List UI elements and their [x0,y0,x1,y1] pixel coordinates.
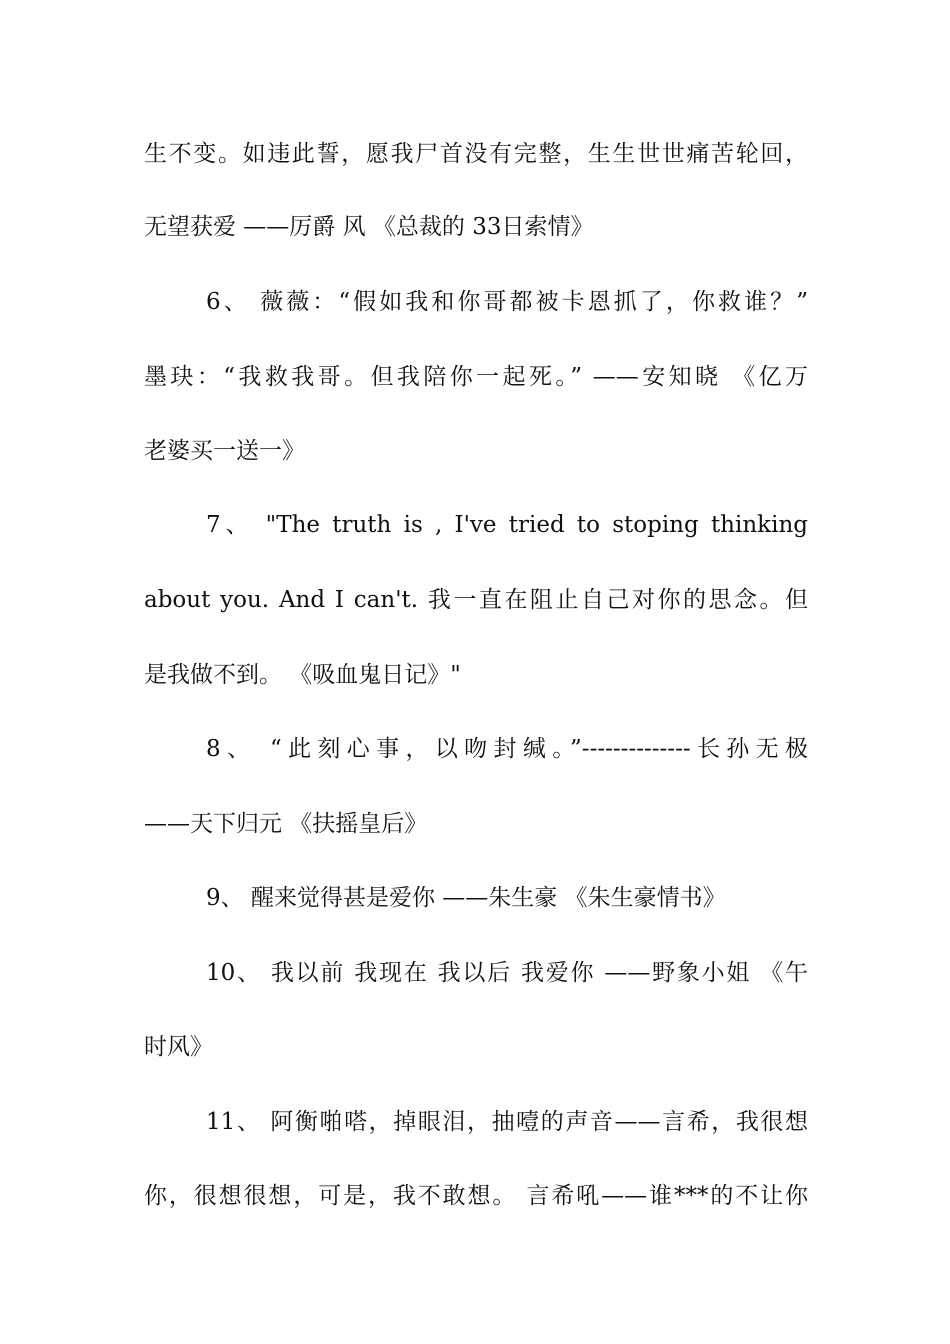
text-line: 11、 阿衡啪嗒，掉眼泪，抽噎的声音——言希，我很想 [206,1109,808,1135]
text-line: 老婆买一送一》 [144,438,305,464]
text-line: 9、 醒来觉得甚是爱你 ——朱生豪 《朱生豪情书》 [206,885,726,911]
text-line: 生不变。如违此誓，愿我尸首没有完整，生生世世痛苦轮回， [144,141,808,167]
text-line: 墨玦：“我救我哥。但我陪你一起死。” ——安知晓 《亿万 [144,364,808,390]
text-line: 是我做不到。 《吸血鬼日记》" [144,662,461,688]
text-line: ——天下归元 《扶摇皇后》 [144,811,428,837]
text-line: 10、 我以前 我现在 我以后 我爱你 ——野象小姐 《午 [206,960,808,986]
text-line: 7、 "The truth is , I've tried to stoping thinking [206,512,808,538]
text-line: 无望获爱 ——厉爵 风 《总裁的 33日索情》 [144,214,594,240]
text-line: 8、 “此刻心事，以吻封缄。”--------------长孙无极 [206,736,808,762]
text-line: 6、 薇薇：“假如我和你哥都被卡恩抓了，你救谁？” [206,289,808,315]
text-line: 时风》 [144,1034,213,1060]
text-line: about you. And I can't. 我一直在阻止自己对你的思念。但 [144,587,808,613]
text-line: 你，很想很想，可是，我不敢想。 言希吼——谁***的不让你 [144,1183,808,1209]
